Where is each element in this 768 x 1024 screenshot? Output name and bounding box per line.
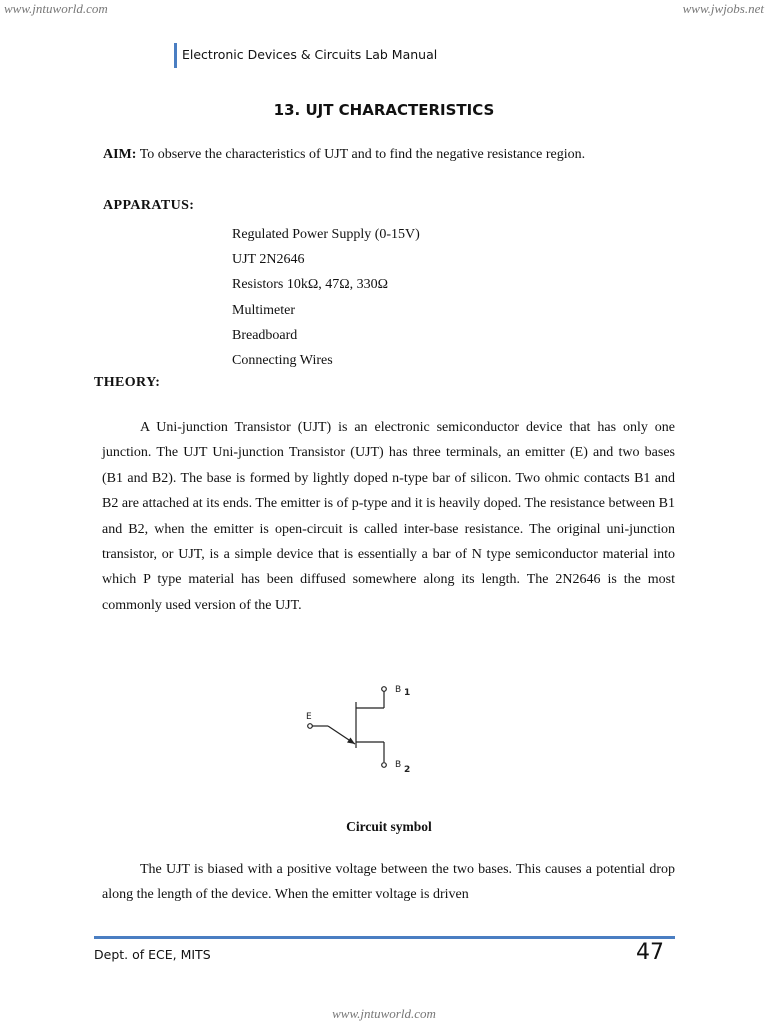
ujt-circuit-symbol <box>298 678 418 780</box>
ujt-b1-terminal <box>382 687 387 692</box>
ujt-e-terminal <box>308 724 313 729</box>
header-accent-bar <box>174 43 177 68</box>
theory-heading: THEORY: <box>94 375 161 390</box>
apparatus-item: Multimeter <box>232 302 295 318</box>
page-title: 13. UJT CHARACTERISTICS <box>273 101 495 119</box>
label-b2-subscript: 2 <box>404 765 411 775</box>
ujt-b2-terminal <box>382 763 387 768</box>
apparatus-list <box>232 222 420 373</box>
bias-paragraph: The UJT is biased with a positive voltage between the two bases. This causes a potential drop along the length of the device. When the emitter voltage is driven <box>102 862 675 903</box>
apparatus-item: Breadboard <box>232 327 298 343</box>
ujt-emitter-arrow <box>347 738 355 745</box>
header-title: Electronic Devices & Circuits Lab Manual <box>182 47 438 62</box>
label-b1-subscript: 1 <box>404 688 411 698</box>
apparatus-heading: APPARATUS: <box>103 198 195 213</box>
theory-paragraph: A Uni-junction Transistor (UJT) is an electronic semiconductor device that has only one junction. The UJT Uni-junction Transistor (UJT) has three terminals, an emitter (E) and two bases (B1 and B2). The base is formed by lightly doped n-type bar of silicon. Two ohmic contacts B1 and B2 are attached at its ends. The emitter is of p-type and it is heavily doped. The resistance between B1 and B2, when the emitter is open-circuit is called inter-base resistance. The original uni-junction transistor, or UJT, is a simple device that is essentially a bar of N type semiconductor material into which P type material has been diffused somewhere along its length. The 2N2646 is the most commonly used version of the UJT. <box>102 420 675 613</box>
watermark-bottom: www.jntuworld.com <box>332 1006 436 1021</box>
label-b2: B <box>395 760 402 770</box>
aim-section <box>103 147 585 163</box>
apparatus-item: Resistors 10kΩ, 47Ω, 330Ω <box>232 277 389 293</box>
label-e: E <box>306 712 312 722</box>
apparatus-item: Regulated Power Supply (0-15V) <box>232 227 420 242</box>
figure-caption: Circuit symbol <box>346 819 432 834</box>
aim-text: To observe the characteristics of UJT and to find the negative resistance region. <box>139 147 586 162</box>
page-number: 47 <box>636 940 664 965</box>
watermark-top-right: www.jwjobs.net <box>682 1 764 16</box>
apparatus-item: Connecting Wires <box>232 352 333 368</box>
footer-department: Dept. of ECE, MITS <box>94 947 211 962</box>
watermark-top-left: www.jntuworld.com <box>4 1 108 16</box>
footer-rule <box>94 936 675 939</box>
aim-label: AIM: <box>103 147 137 162</box>
label-b1: B <box>395 685 402 695</box>
apparatus-item: UJT 2N2646 <box>232 252 305 268</box>
